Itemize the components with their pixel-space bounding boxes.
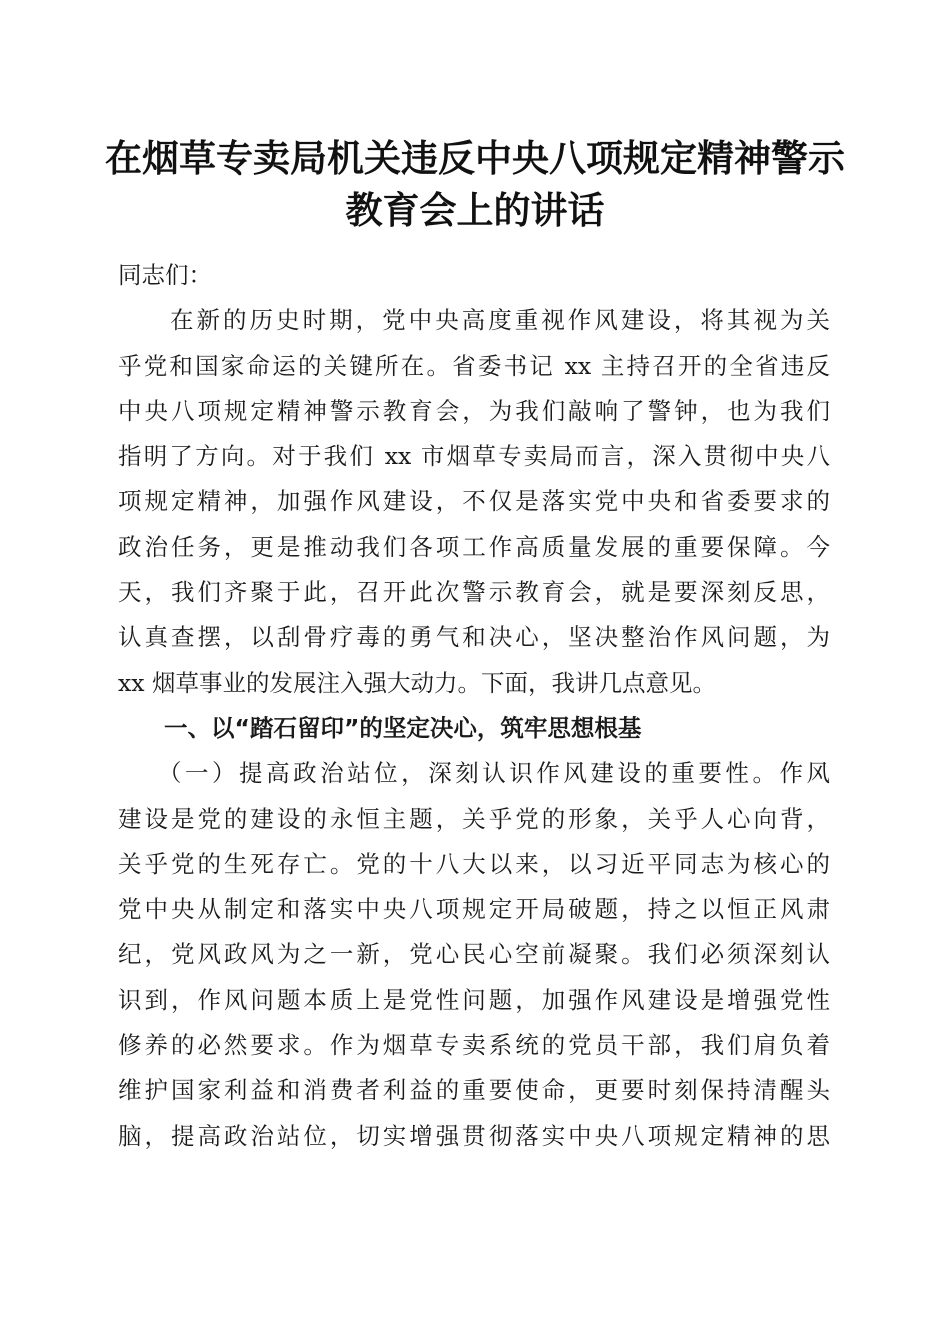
paragraph-line: 纪，党风政风为之一新，党心民心空前凝聚。我们必须深刻认 — [118, 940, 830, 969]
paragraph-line: 政治任务，更是推动我们各项工作高质量发展的重要保障。今 — [118, 532, 830, 561]
document-title — [100, 132, 850, 236]
section-1-paragraph — [118, 751, 830, 1159]
paragraph-line: 修养的必然要求。作为烟草专卖系统的党员干部，我们肩负着 — [118, 1031, 830, 1060]
paragraph-line: 中央八项规定精神警示教育会，为我们敲响了警钟，也为我们 — [118, 396, 830, 425]
paragraph-line: 天，我们齐聚于此，召开此次警示教育会，就是要深刻反思， — [118, 578, 830, 607]
paragraph-line: 指明了方向。对于我们 xx 市烟草专卖局而言，深入贯彻中央八 — [118, 442, 830, 471]
paragraph-line: 项规定精神，加强作风建设，不仅是落实党中央和省委要求的 — [118, 487, 830, 516]
paragraph-line: 关乎党的生死存亡。党的十八大以来，以习近平同志为核心的 — [118, 849, 830, 878]
paragraph-line: 认真查摆，以刮骨疗毒的勇气和决心，坚决整治作风问题，为 — [118, 623, 830, 652]
paragraph-line: 识到，作风问题本质上是党性问题，加强作风建设是增强党性 — [118, 985, 830, 1014]
paragraph-line: xx 烟草事业的发展注入强大动力。下面，我讲几点意见。 — [118, 668, 716, 697]
intro-paragraph — [118, 298, 830, 706]
document-body — [118, 253, 830, 1159]
title-line-1: 在烟草专卖局机关违反中央八项规定精神警示 — [105, 136, 845, 180]
paragraph-line: 乎党和国家命运的关键所在。省委书记 xx 主持召开的全省违反 — [118, 351, 830, 380]
title-line-2: 教育会上的讲话 — [345, 188, 605, 232]
greeting: 同志们： — [118, 261, 212, 289]
paragraph-line: 在新的历史时期，党中央高度重视作风建设，将其视为关 — [170, 306, 830, 335]
paragraph-line: 脑，提高政治站位，切实增强贯彻落实中央八项规定精神的思 — [118, 1121, 830, 1150]
paragraph-line: 建设是党的建设的永恒主题，关乎党的形象，关乎人心向背， — [118, 804, 830, 833]
section-heading: 一、以“踏石留印”的坚定决心，筑牢思想根基 — [164, 713, 642, 742]
paragraph-line: （一）提高政治站位，深刻认识作风建设的重要性。作风 — [158, 759, 830, 788]
paragraph-line: 维护国家利益和消费者利益的重要使命，更要时刻保持清醒头 — [118, 1076, 830, 1105]
paragraph-line: 党中央从制定和落实中央八项规定开局破题，持之以恒正风肃 — [118, 895, 830, 924]
